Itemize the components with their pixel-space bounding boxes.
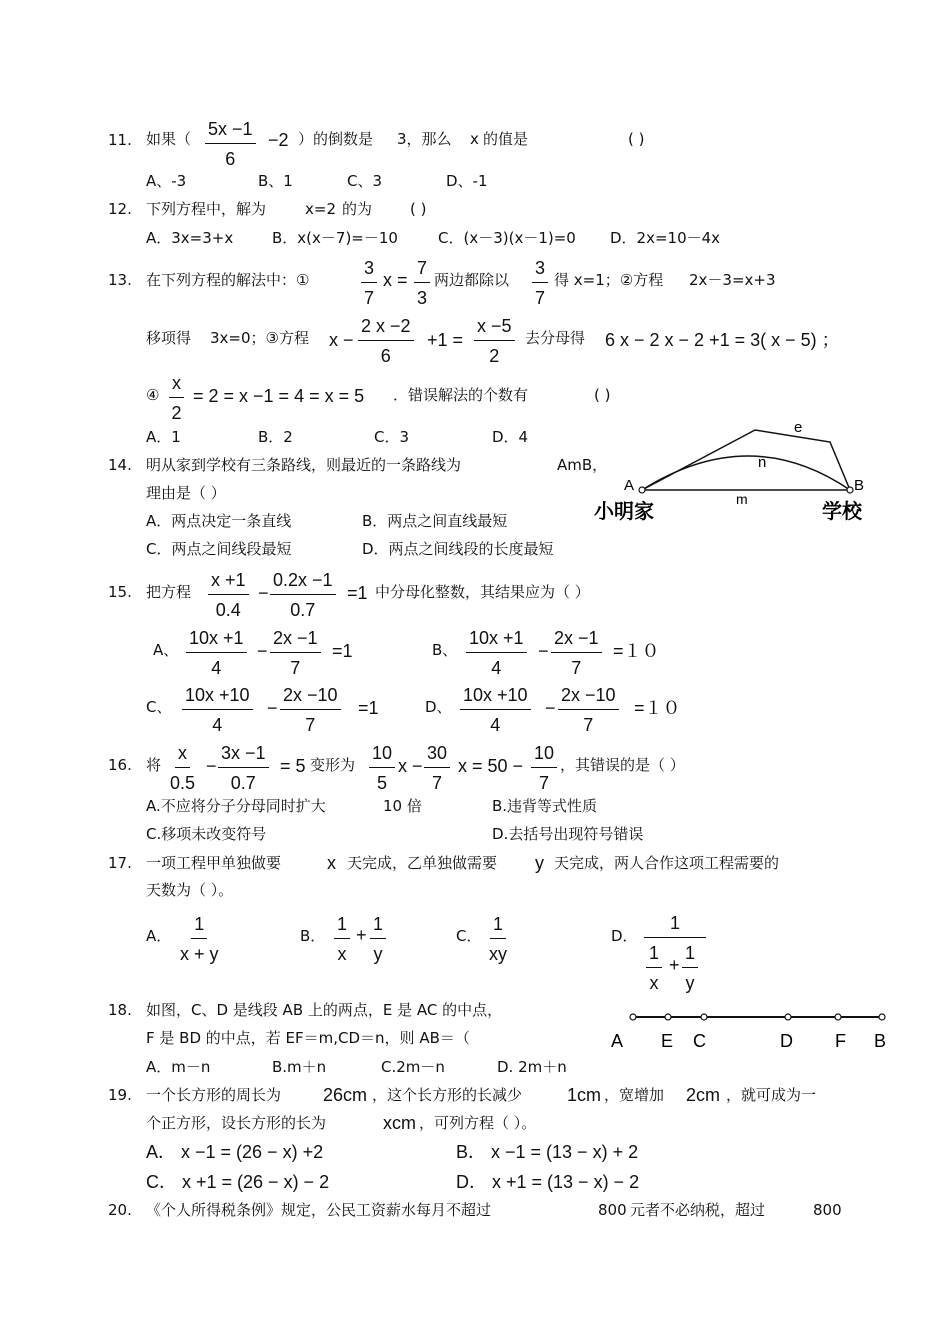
q13-frac-x-5-2: $\frac{x -5}{2}$ [474,317,515,365]
q20-s2: 元者不必纳税，超过 [630,1201,766,1219]
q17-stem3: 天完成，两人合作这项工程需要的 [554,854,780,872]
q15-minus: − [258,583,269,603]
point-a-label: A [611,1031,624,1051]
q15-option-d-frac1: $\frac{10x +10}{4}$ [460,686,531,734]
q13-chain: = 2 = x −1 = 4 = x = 5 [193,386,365,406]
q15-option-b-label: B、 [432,641,458,659]
q17-option-d-complex-frac [644,914,706,994]
q15-option-c-frac1: $\frac{10x +10}{4}$ [182,686,253,734]
q18-option-c: C.2m－n [381,1058,445,1076]
q11-tail: 的值是 [483,130,529,148]
q19-l2b: ，可列方程（ ）。 [419,1114,537,1132]
q17-option-b-label: B． [300,927,326,945]
q12-x2: x=2 [305,200,336,218]
q12-number: 12. [108,200,132,218]
q11-fraction: $\frac{5x -1}{6}$ [205,120,256,168]
q15-option-b-frac1: $\frac{10x +1}{4}$ [466,629,527,677]
q11-answer-paren: ( ) [628,130,645,148]
q14-route-figure [590,412,890,527]
home-label: 小明家 [594,501,654,523]
q18-option-b: B.m＋n [272,1058,327,1076]
q12-option-b: B．x(x－7)=－10 [272,229,398,247]
q14-option-b: B．两点之间直线最短 [362,512,508,530]
q16-frac5: $\frac{10}{7}$ [531,744,557,792]
q13-option-c: C．3 [374,428,410,446]
q13-option-a: A．1 [146,428,181,446]
q13-number: 13. [108,271,132,289]
point-c-label: C [693,1031,706,1051]
q15-option-a-rhs: =1 [332,641,353,661]
q17-y: y [535,853,544,873]
q13-frac-x-2: $\frac{x}{2}$ [169,374,184,422]
q19-s1: 一个长方形的周长为 [146,1086,282,1104]
q17-option-a-frac: $\frac{1}{x + y}$ [180,914,219,964]
q15-option-a-frac2: $\frac{2x -1}{7}$ [270,629,321,677]
q19-v1: 26cm [323,1085,368,1105]
q13-answer-paren: ( ) [594,386,611,404]
route-e-polyline [642,430,850,490]
q13-tail: ．错误解法的个数有 [393,386,529,404]
q12-option-c: C．(x－3)(x－1)=0 [438,229,576,247]
q15-option-b-rhs: =１０ [613,641,660,661]
q13-frac-7-3: $\frac{7}{3}$ [414,259,430,307]
q12-option-d: D．2x=10－4x [610,229,721,247]
q16-option-d: D.去括号出现符号错误 [492,825,644,843]
q13-line2a: 移项得 [146,329,192,347]
q17-option-c-frac: $\frac{1}{xy}$ [489,914,507,964]
q20-number: 20. [108,1201,132,1219]
q11-pre: 如果（ [146,130,192,148]
q19-option-b: B． x −1 = (13 − x) + 2 [456,1142,639,1162]
point-d-label: D [780,1031,793,1051]
q13-xminus: x − [329,330,354,350]
q13-x-eq: x = [383,270,408,290]
q17-stem2: 天完成，乙单独做需要 [347,854,498,872]
point-b-dot [847,487,853,493]
q16-option-c: C.移项未改变符号 [146,825,267,843]
q13-frac-2x-2-6: $\frac{2 x -2}{6}$ [358,317,414,365]
q17-option-c-label: C． [456,927,482,945]
q19-option-a: A． x −1 = (26 − x) +2 [146,1142,324,1162]
q15-option-c-label: C、 [146,698,172,716]
q11-minus2: −2 [268,130,289,150]
q20-v1: 800 [598,1201,627,1219]
q17-option-a-label: A． [146,927,172,945]
point-e-dot [665,1014,671,1020]
q19-option-d: D． x +1 = (13 − x) − 2 [456,1172,640,1192]
point-a-label: A [624,477,635,494]
q12-answer-paren: ( ) [410,200,427,218]
q18-line1: 如图，C、D 是线段 AB 上的两点，E 是 AC 的中点， [146,1001,503,1019]
q16-x2: x = 50 − [458,756,524,776]
q18-number: 18. [108,1001,132,1019]
q15-option-b-frac2: $\frac{2x -1}{7}$ [551,629,602,677]
q19-v4: xcm [383,1113,416,1133]
q11-option-b: B、1 [258,172,293,190]
q16-minus: − [206,756,217,776]
q19-l2a: 个正方形，设长方形的长为 [146,1114,327,1132]
q16-frac4: $\frac{30}{7}$ [424,744,450,792]
q14-line2: 理由是（ ） [146,484,226,502]
q11-option-d: D、-1 [446,172,488,190]
q13-eq2: 2x－3=x+3 [689,271,776,289]
q16-option-b: B.违背等式性质 [492,797,598,815]
q15-option-d-frac2: $\frac{2x -10}{7}$ [558,686,619,734]
q11-post: ）的倒数是 [298,130,374,148]
q15-option-a-minus: − [257,641,268,661]
q16-number: 16. [108,756,132,774]
q13-mid: 两边都除以 [434,271,510,289]
q13-rest1: 得 x=1；②方程 [554,271,664,289]
q15-option-d-label: D、 [425,698,452,716]
q15-number: 15. [108,583,132,601]
q15-stem: 把方程 [146,583,192,601]
q13-option-b: B．2 [258,428,293,446]
q16-tail: ，其错误的是（ ） [560,756,685,774]
q16-eq5: = 5 [280,756,306,776]
q14-option-d: D．两点之间线段的长度最短 [362,540,554,558]
q20-v2: 800 [813,1201,842,1219]
school-label: 学校 [822,501,862,523]
q17-option-d-inner-frac2: $\frac{1}{y}$ [682,944,698,992]
q15-frac2: $\frac{0.2x -1}{0.7}$ [270,571,336,619]
q17-option-d-inner-frac1: $\frac{1}{x}$ [646,944,662,992]
point-e-label: E [661,1031,674,1051]
q16-x1: x − [398,756,423,776]
point-c-dot [701,1014,707,1020]
point-b-dot [879,1014,885,1020]
q13-plus1eq: +1 = [427,330,464,350]
q12-option-a: A．3x=3+x [146,229,234,247]
q16-frac1: $\frac{x}{0.5}$ [170,743,196,793]
q13-frac-3-7-b: $\frac{3}{7}$ [532,259,548,307]
q17-number: 17. [108,854,132,872]
q13-frac-3-7-a: $\frac{3}{7}$ [361,259,377,307]
q16-option-a: A.不应将分子分母同时扩大 [146,797,326,815]
q19-s3: ，宽增加 [604,1086,665,1104]
q13-circle-4: ④ [146,386,160,404]
q15-option-a-label: A、 [153,641,179,659]
q11-option-c: C、3 [347,172,383,190]
q18-segment-figure [600,1005,900,1055]
q17-option-d-numerator: 1 [644,914,706,938]
q12-stem: 下列方程中，解为 [146,200,267,218]
route-n-label: n [758,454,767,471]
q15-option-c-minus: − [267,698,278,718]
q15-option-a-frac1: $\frac{10x +1}{4}$ [186,629,247,677]
q13-line2b: 3x=0；③方程 [210,329,309,347]
q16-pre: 将 [146,756,162,774]
q15-frac1: $\frac{x +1}{0.4}$ [208,571,249,619]
point-d-dot [785,1014,791,1020]
q19-v2: 1cm [567,1085,602,1105]
point-a-dot [639,487,645,493]
q11-option-a: A、-3 [146,172,187,190]
q11-three: 3，那么 [397,130,452,148]
q13-qufenmu: 去分母得 [525,329,586,347]
q17-option-b-frac1: $\frac{1}{x}$ [334,915,350,963]
q19-option-c: C． x +1 = (26 − x) − 2 [146,1172,330,1192]
q15-option-d-rhs: =１０ [634,698,681,718]
point-b-label: B [854,477,865,494]
q14-option-c: C．两点之间线段最短 [146,540,292,558]
q13-res3: 6 x − 2 x − 2 +1 = 3( x − 5) ； [605,330,840,350]
q15-tail: 中分母化整数，其结果应为（ ） [375,583,590,601]
q19-v3: 2cm [686,1085,721,1105]
route-m-label: m [736,491,748,507]
q20-s1: 《个人所得税条例》规定，公民工资薪水每月不超过 [146,1201,492,1219]
q18-option-a: A．m－n [146,1058,211,1076]
q16-option-a-2: 10 倍 [383,797,422,815]
point-f-label: F [835,1031,846,1051]
q15-eq1: =1 [347,583,368,603]
q16-frac3: $\frac{10}{5}$ [369,744,395,792]
q17-line2: 天数为（ ）。 [146,881,234,899]
q11-x: x [470,130,479,148]
q15-option-d-minus: − [545,698,556,718]
q19-number: 19. [108,1086,132,1104]
q11-number: 11. [108,131,132,149]
q19-s2: ，这个长方形的长减少 [372,1086,523,1104]
q17-x: x [327,853,336,873]
q15-option-c-frac2: $\frac{2x -10}{7}$ [280,686,341,734]
q12-tail: 的为 [342,200,373,218]
q14-number: 14. [108,456,132,474]
q13-option-d: D．4 [492,428,529,446]
q14-amb: AmB， [557,456,608,474]
point-f-dot [835,1014,841,1020]
q15-option-b-minus: − [538,641,549,661]
q15-option-c-rhs: =1 [358,698,379,718]
q18-line2: F 是 BD 的中点，若 EF＝m,CD＝n，则 AB＝（ [146,1029,470,1047]
q17-option-b-frac2: $\frac{1}{y}$ [370,915,386,963]
q17-option-b-plus: + [356,925,367,945]
q16-frac2: $\frac{3x -1}{0.7}$ [218,744,269,792]
point-b-label: B [874,1031,887,1051]
q13-stem: 在下列方程的解法中：① [146,271,310,289]
q14-stem: 明从家到学校有三条路线，则最近的一条路线为 [146,456,462,474]
q17-option-d-label: D． [611,927,638,945]
route-e-label: e [794,419,803,436]
q17-stem1: 一项工程甲单独做要 [146,854,282,872]
q17-option-d-plus: + [669,955,680,975]
q16-mid: 变形为 [310,756,356,774]
q14-option-a: A．两点决定一条直线 [146,512,292,530]
point-a-dot [630,1014,636,1020]
q19-s4: ，就可成为一 [726,1086,817,1104]
q18-option-d: D. 2m＋n [497,1058,567,1076]
